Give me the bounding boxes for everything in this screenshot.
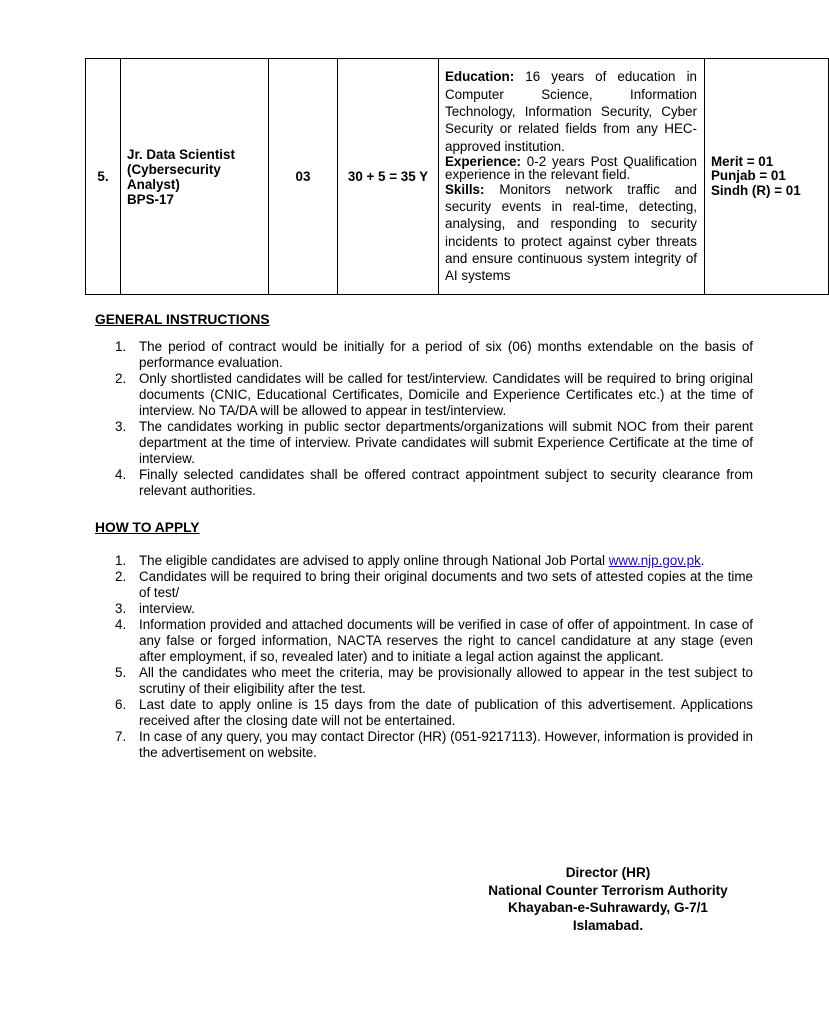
signature-block [478, 864, 738, 934]
list-item [115, 339, 753, 371]
education-label: Education: [445, 69, 515, 85]
positions-table [85, 58, 829, 295]
item-text: Information provided and attached documents will be verified in case of offer of appointment. In case of any false or forged information, NACTA reserves the right to cancel candidature at any stage (even after employment, if so, revealed later) and to initiate a legal action against the applicant. [139, 617, 753, 664]
experience-label: Experience: [445, 153, 521, 169]
general-instructions-list [115, 339, 753, 499]
education-text: 16 years of education in Computer Science, Information Technology, Information Security, Cyber Security or related fields from any HEC-approved institution. [445, 69, 697, 154]
list-item [115, 601, 753, 617]
item-number: 4. [115, 467, 127, 482]
skills-label: Skills: [445, 181, 485, 197]
post-title [121, 59, 269, 295]
post-title-line: Analyst) [127, 176, 180, 192]
item-number: 6. [115, 697, 127, 712]
item-text: Last date to apply online is 15 days from the date of publication of this advertisement. Applications received after the closing date will not be entertained. [139, 697, 753, 728]
age-limit: 30 + 5 = 35 Y [338, 59, 439, 295]
list-item [115, 371, 753, 419]
post-title-line: Jr. Data Scientist [127, 146, 235, 162]
item-number: 1. [115, 553, 127, 568]
quota-punjab: Punjab = 01 [711, 168, 786, 184]
item-text: In case of any query, you may contact Director (HR) (051-9217113). However, information is provided in the advertisement on website. [139, 729, 753, 760]
list-item [115, 729, 753, 761]
experience-block [445, 155, 697, 181]
item-text: All the candidates who meet the criteria, may be provisionally allowed to appear in the test subject to scrutiny of their eligibility after the test. [139, 665, 753, 696]
serial-number: 5. [86, 59, 121, 295]
how-to-apply-list [115, 553, 753, 761]
quota-cell [705, 59, 829, 295]
post-title-line: (Cybersecurity [127, 161, 221, 177]
quota-sindh: Sindh (R) = 01 [711, 182, 801, 198]
item-number: 3. [115, 601, 127, 616]
post-scale: BPS-17 [127, 191, 174, 207]
list-item [115, 553, 753, 569]
list-item [115, 419, 753, 467]
qualification-cell [439, 59, 705, 295]
item-number: 2. [115, 569, 127, 584]
item-number: 4. [115, 617, 127, 632]
signature-city: Islamabad. [572, 917, 644, 933]
item-text-end: . [700, 553, 705, 568]
number-of-posts: 03 [269, 59, 338, 295]
item-text: interview. [139, 601, 195, 616]
education-block [445, 68, 697, 154]
list-item [115, 697, 753, 729]
experience-text: 0-2 years Post Qualification experience in the relevant field. [445, 153, 697, 182]
skills-text: Monitors network traffic and security events in real-time, detecting, analysing, and responding to security incidents to protect against cyber threats and ensure continuous system integrity of AI systems [445, 181, 697, 284]
general-instructions-heading: GENERAL INSTRUCTIONS [95, 312, 270, 327]
item-text: The period of contract would be initially for a period of six (06) months extendable on the basis of performance evaluation. [139, 339, 753, 370]
quota-merit: Merit = 01 [711, 153, 774, 169]
how-to-apply-heading: HOW TO APPLY [95, 520, 200, 535]
item-text: Finally selected candidates shall be offered contract appointment subject to security clearance from relevant authorities. [139, 467, 753, 498]
list-item [115, 569, 753, 601]
item-number: 2. [115, 371, 127, 386]
njp-portal-link[interactable]: www.njp.gov.pk [608, 553, 701, 568]
item-text: Only shortlisted candidates will be called for test/interview. Candidates will be required to bring original documents (CNIC, Educational Certificates, Domicile and Experience Certificates etc.) at the time of interview. No TA/DA will be allowed to appear in test/interview. [139, 371, 753, 418]
item-text: The candidates working in public sector departments/organizations will submit NOC from their parent department at the time of interview. Private candidates will submit Experience Certificate at the time of interview. [139, 419, 753, 466]
list-item [115, 617, 753, 665]
item-number: 5. [115, 665, 127, 680]
item-number: 3. [115, 419, 127, 434]
signature-organization: National Counter Terrorism Authority [488, 882, 728, 898]
item-text: The eligible candidates are advised to apply online through National Job Portal [139, 553, 605, 568]
skills-block [445, 181, 697, 285]
signature-address: Khayaban-e-Suhrawardy, G-7/1 [508, 900, 708, 915]
list-item [115, 665, 753, 697]
item-text: Candidates will be required to bring their original documents and two sets of attested copies at the time of test/ [139, 569, 753, 600]
item-number: 7. [115, 729, 127, 744]
item-number: 1. [115, 339, 127, 354]
list-item [115, 467, 753, 499]
signature-title: Director (HR) [565, 865, 651, 880]
table-row [86, 59, 829, 295]
